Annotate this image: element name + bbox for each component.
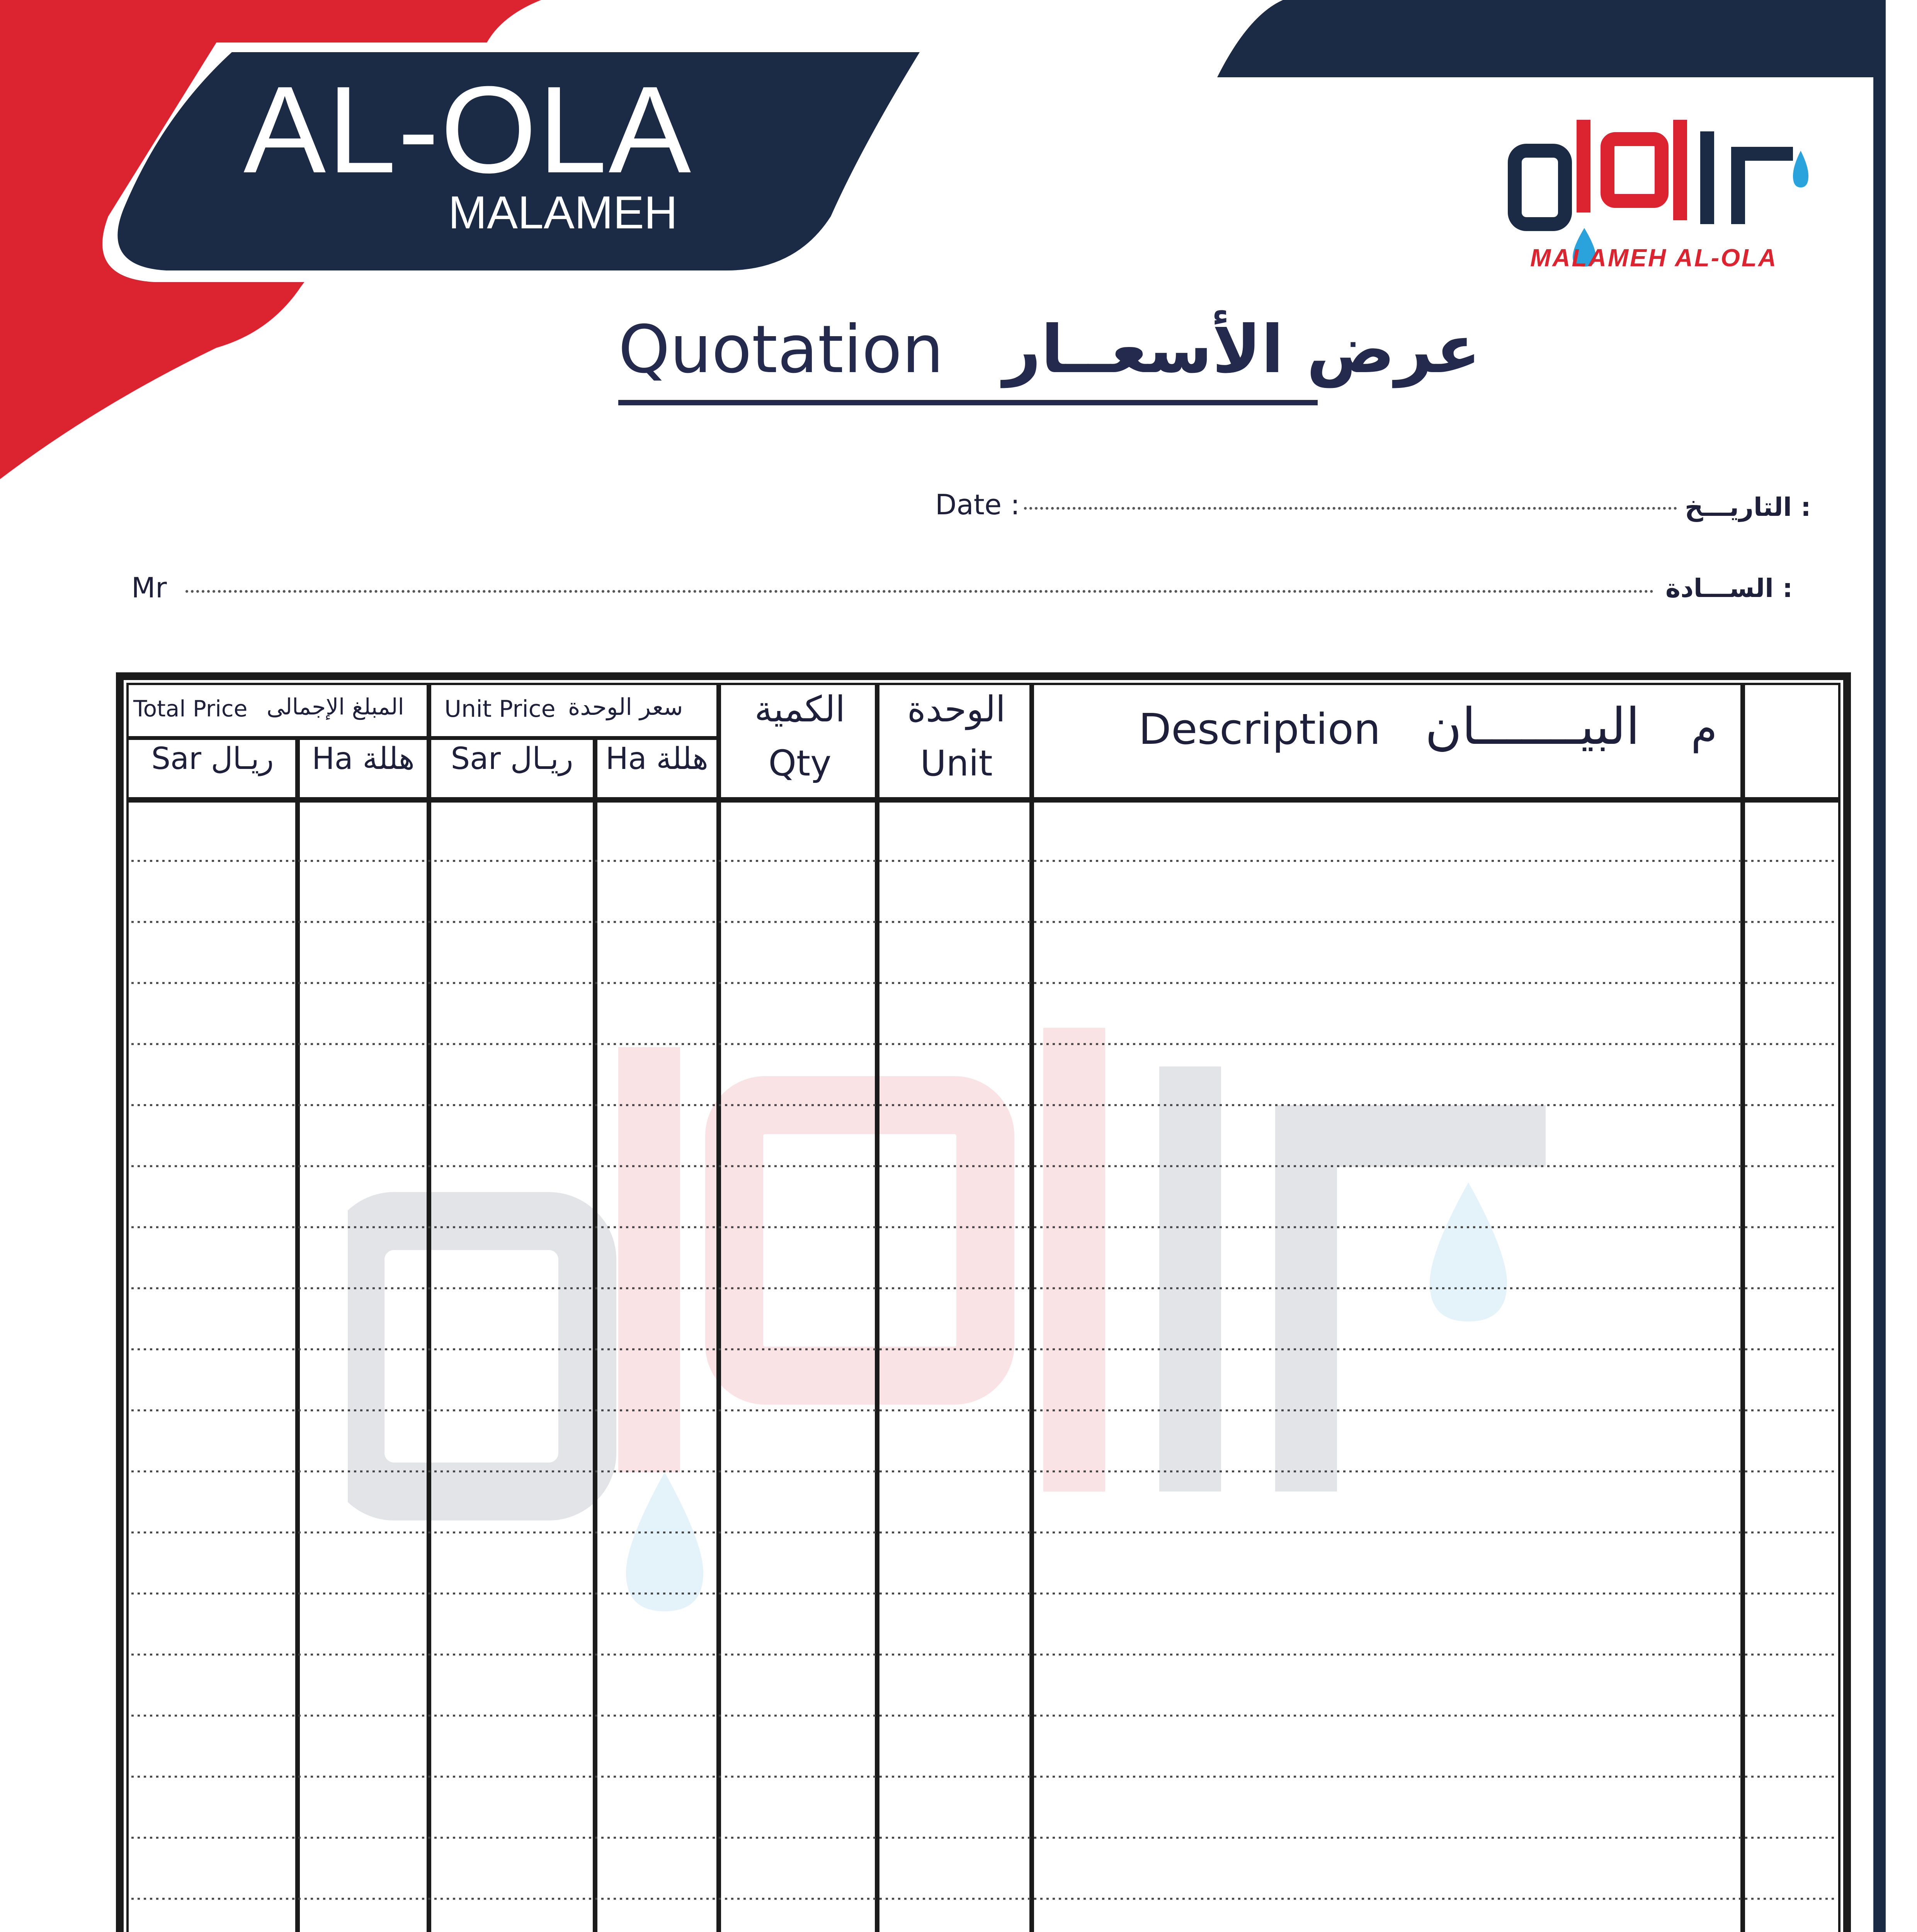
date-label-ar: التاريـــخ : xyxy=(1685,492,1811,522)
date-field[interactable] xyxy=(1024,507,1677,510)
mr-label-en: Mr xyxy=(131,571,167,604)
title-underline xyxy=(618,400,1318,405)
header-sar-1: Sar ريـال xyxy=(151,742,274,776)
navy-top-band xyxy=(1217,0,1886,77)
mr-label-ar: الســـادة : xyxy=(1665,573,1793,603)
header-description xyxy=(1036,697,1743,756)
company-logo xyxy=(1499,104,1828,267)
header-total-price-en: Total Price xyxy=(133,696,248,722)
header-ha-2: Ha هللة xyxy=(606,742,708,776)
header-unit-price-ar: سعر الوحدة xyxy=(568,694,683,721)
header-ha-1: Ha هللة xyxy=(312,742,415,776)
header-unit-ar: الوحدة xyxy=(907,689,1006,730)
document-title xyxy=(618,311,1481,388)
title-english: Quotation xyxy=(618,311,944,388)
header-total-price-ar: المبلغ الإجمالى xyxy=(267,694,404,720)
header-qty-ar: الكمية xyxy=(754,689,845,730)
header-description-en: Description xyxy=(1138,704,1381,754)
header-qty-en: Qty xyxy=(768,743,832,784)
quotation-table xyxy=(116,672,1851,1932)
header-sar-2: Sar ريـال xyxy=(451,742,573,776)
logo-tagline: MALAMEH AL-OLA xyxy=(1530,244,1778,272)
header-description-ar: البيـــــــان xyxy=(1425,697,1640,756)
navy-right-bar xyxy=(1873,0,1886,1932)
header-unit-en: Unit xyxy=(920,743,993,784)
header-unit-price-en: Unit Price xyxy=(444,696,556,723)
title-arabic: عرض الأسعــار xyxy=(1003,311,1481,388)
customer-field[interactable] xyxy=(185,590,1654,593)
header-no: م xyxy=(1691,704,1718,753)
date-label-en: Date : xyxy=(935,488,1020,521)
brand-subtitle: MALAMEH xyxy=(448,187,678,238)
brand-name: AL-OLA xyxy=(243,60,693,199)
